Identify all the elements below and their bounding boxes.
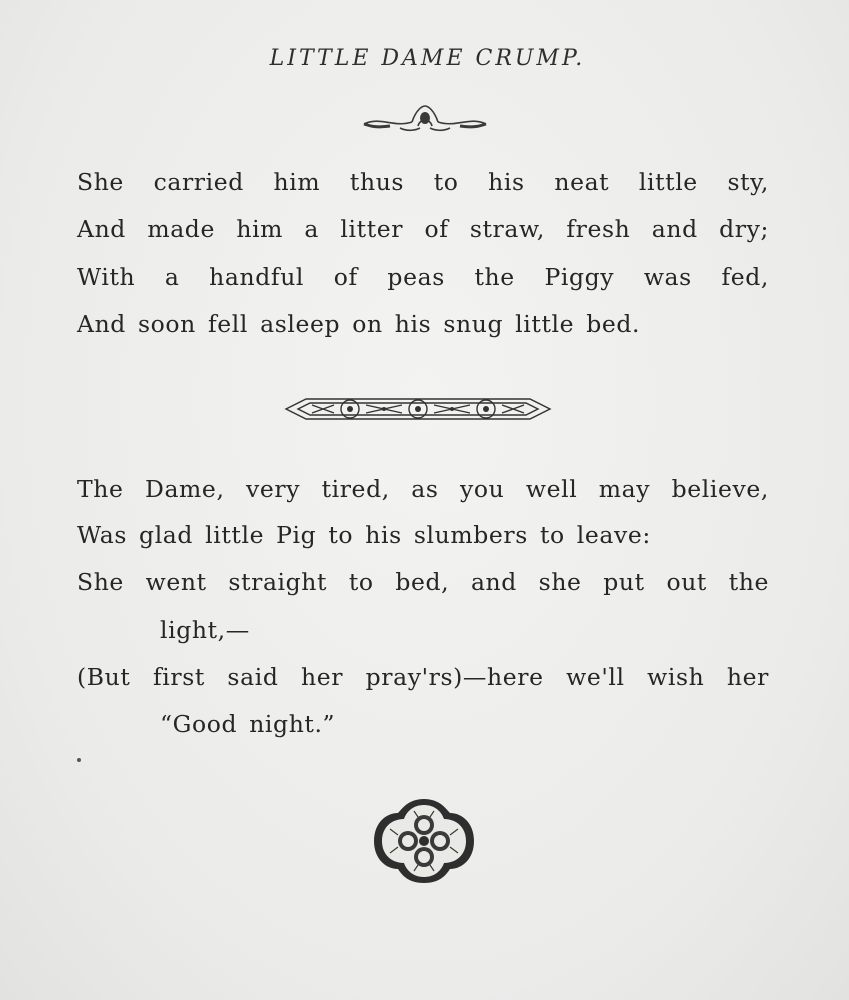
stanza-2-line-4-continued: “Good night.” <box>160 710 336 738</box>
page-title: LITTLE DAME CRUMP. <box>269 46 586 71</box>
stanza-2-line-3: She went straight to bed, and she put out the <box>77 568 769 596</box>
quatrefoil-tailpiece-ornament <box>370 795 478 887</box>
stanza-2-line-1: The Dame, very tired, as you well may believe, <box>77 475 769 503</box>
title-flourish-ornament <box>360 102 490 136</box>
stanza-2-line-2: Was glad little Pig to his slumbers to leave: <box>77 521 651 549</box>
ink-speck <box>77 758 81 762</box>
stanza-2-line-4: (But first said her pray'rs)—here we'll wish her <box>77 663 769 691</box>
stanza-1-line-3: With a handful of peas the Piggy was fed, <box>77 263 769 291</box>
bar-divider-ornament <box>284 393 552 425</box>
stanza-1-line-1: She carried him thus to his neat little sty, <box>77 168 769 196</box>
stanza-1-line-2: And made him a litter of straw, fresh and dry; <box>77 215 769 243</box>
stanza-2-line-3-continued: light,— <box>160 616 250 644</box>
stanza-1-line-4: And soon fell asleep on his snug little bed. <box>77 310 641 338</box>
